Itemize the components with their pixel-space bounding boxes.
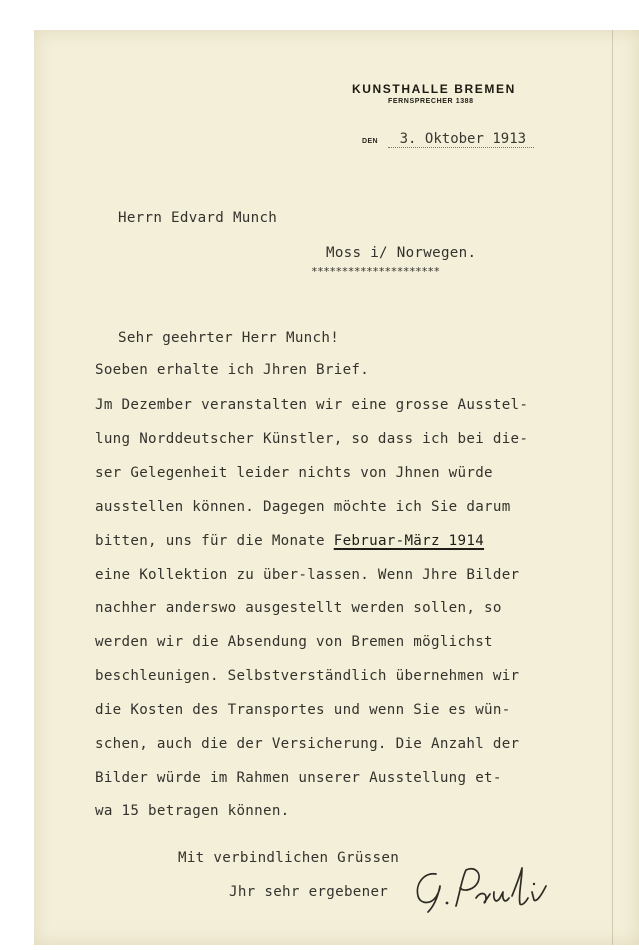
exhibition-dates-underlined: Februar-März 1914: [333, 533, 485, 549]
salutation: Sehr geehrter Herr Munch!: [118, 330, 340, 346]
body-line-8: nachher anderswo ausgestellt werden sollen, so: [95, 600, 502, 616]
recipient-stars: *********************: [311, 265, 440, 278]
body-line-6: [95, 533, 484, 549]
closing-greeting: Mit verbindlichen Grüssen: [178, 850, 400, 866]
body-line-5: ausstellen können. Dagegen möchte ich Sie darum: [95, 499, 511, 515]
body-line-12: schen, auch die der Versicherung. Die Anzahl der: [95, 736, 520, 752]
body-line-10: beschleunigen. Selbstverständlich übernehmen wir: [95, 668, 520, 684]
date-line: [362, 128, 534, 147]
body-line-1: Soeben erhalte ich Jhren Brief.: [95, 362, 370, 378]
handwritten-signature: [410, 862, 550, 916]
letterhead-phone: FERNSPRECHER 1388: [388, 98, 474, 105]
body-line-6-text: bitten, uns für die Monate: [95, 533, 334, 549]
body-line-13: Bilder würde im Rahmen unserer Ausstellung et-: [95, 770, 502, 786]
letterhead-institution: KUNSTHALLE BREMEN: [352, 82, 516, 96]
body-line-7: eine Kollektion zu über-lassen. Wenn Jhre Bilder: [95, 567, 520, 583]
date-prefix: DEN: [362, 138, 378, 145]
paper-fold: [612, 30, 613, 945]
body-line-4: ser Gelegenheit leider nichts von Jhnen würde: [95, 465, 493, 481]
body-line-3: lung Norddeutscher Künstler, so dass ich bei die-: [95, 431, 529, 447]
recipient-name: Herrn Edvard Munch: [118, 210, 278, 226]
letterhead: [352, 82, 542, 105]
body-line-9: werden wir die Absendung von Bremen möglichst: [95, 634, 493, 650]
sign-off: Jhr sehr ergebener: [229, 884, 389, 900]
letter-date: 3. Oktober 1913: [388, 131, 534, 148]
recipient-place: Moss i/ Norwegen.: [326, 245, 477, 261]
body-line-11: die Kosten des Transportes und wenn Sie es wün-: [95, 702, 511, 718]
body-line-14: wa 15 betragen können.: [95, 803, 290, 819]
body-line-2: Jm Dezember veranstalten wir eine grosse Ausstel-: [95, 397, 529, 413]
